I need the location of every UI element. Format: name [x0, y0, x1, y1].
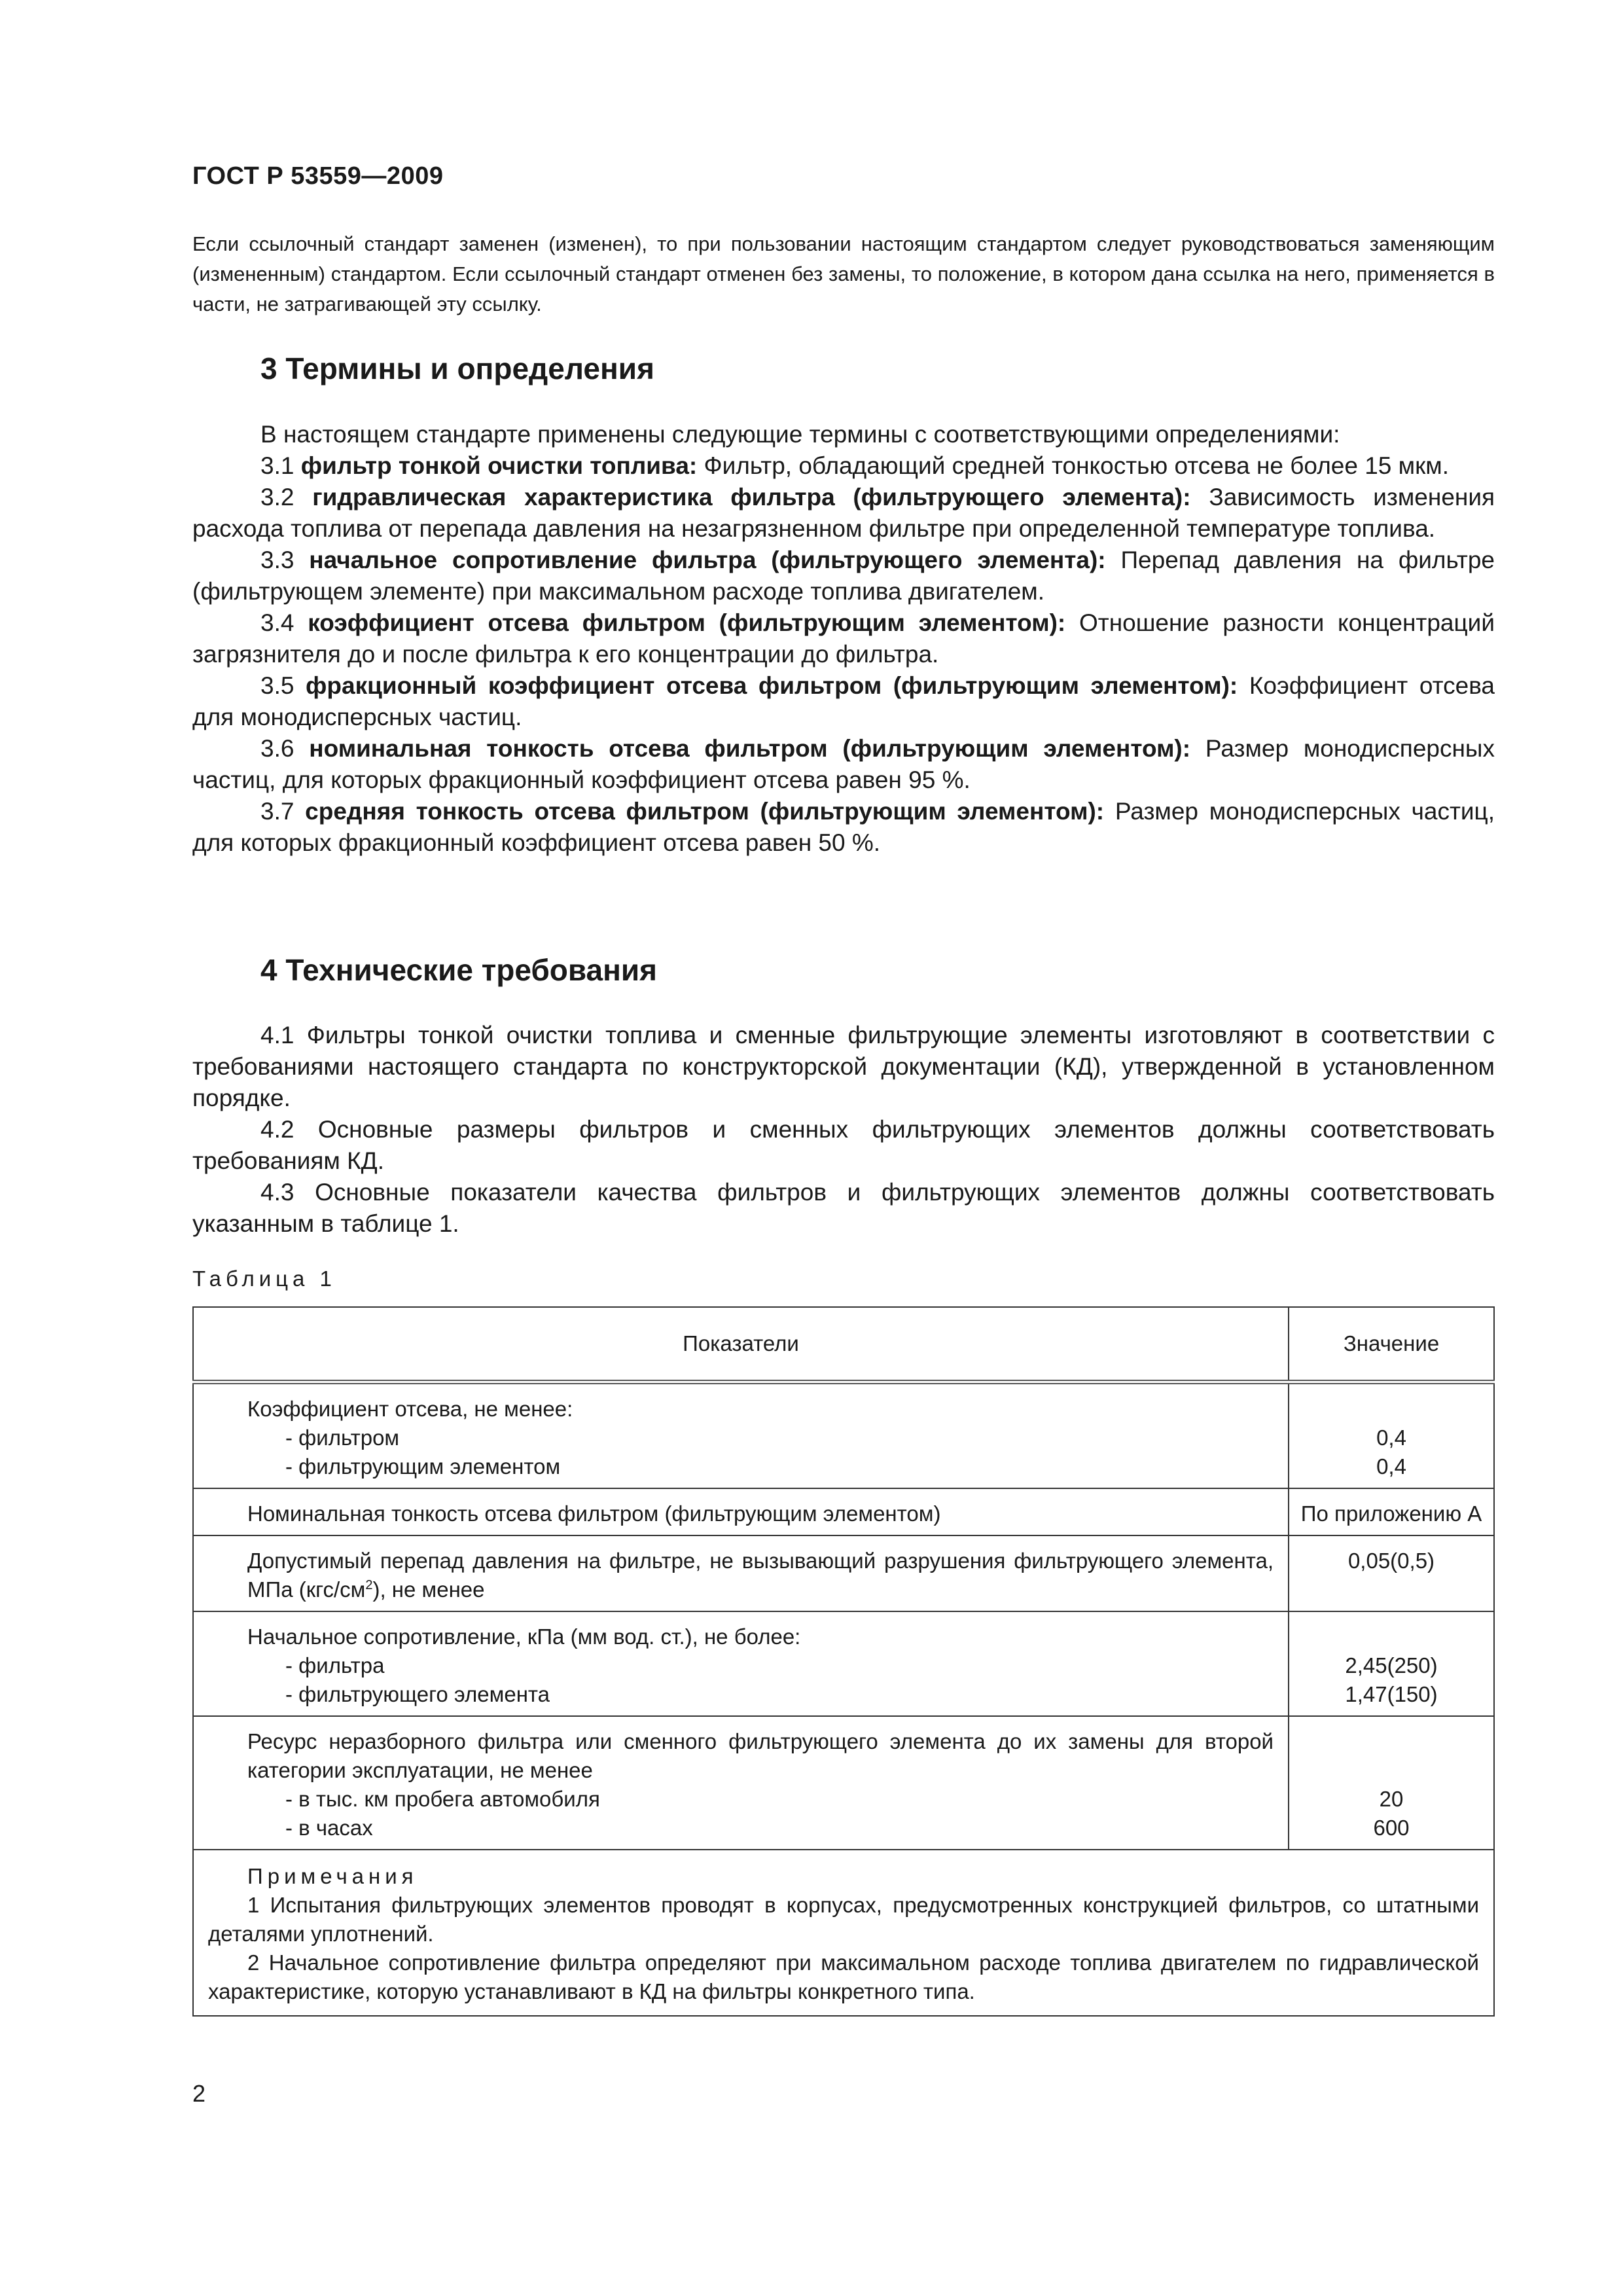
- row-5-value: 20 600: [1289, 1716, 1494, 1850]
- row-2-indicator: Номинальная тонкость отсева фильтром (фильтрующим элементом): [193, 1488, 1289, 1535]
- term-3-3: 3.3 начальное сопротивление фильтра (фильтрующего элемента): Перепад давления на фильтре (фильтрующем элементе) при максимальном расходе топлива двигателем.: [192, 547, 1495, 605]
- header-indicator: Показатели: [193, 1307, 1289, 1382]
- intro-paragraph: Если ссылочный стандарт заменен (изменен), то при пользовании настоящим стандартом следует руководствоваться заменяющим (измененным) стандартом. Если ссылочный стандарт отменен без замены, то положение, в котором дана ссылка на него, применяется в части, не затрагивающей эту ссылку.: [192, 232, 1495, 315]
- row-4-value: 2,45(250) 1,47(150): [1289, 1611, 1494, 1716]
- notes-title: Примечания: [247, 1864, 418, 1888]
- table-row: [193, 1535, 1494, 1611]
- row-2-value: По приложению А: [1289, 1488, 1494, 1535]
- row-5-indicator: Ресурс неразборного фильтра или сменного фильтрующего элемента до их замены для второй категории эксплуатации, не менее - в тыс. км пробега автомобиля - в часах: [193, 1716, 1289, 1850]
- requirements-table: [192, 1306, 1495, 2017]
- section-4-heading: 4 Технические требования: [260, 953, 657, 987]
- table-notes-row: [193, 1850, 1494, 2016]
- row-1-value: 0,4 0,4: [1289, 1382, 1494, 1489]
- table-row: [193, 1488, 1494, 1535]
- row-3-indicator: Допустимый перепад давления на фильтре, не вызывающий разрушения фильтрующего элемента, МПа $(кгс/см^2)$, не менее: [193, 1535, 1289, 1611]
- clause-4-2: 4.2 Основные размеры фильтров и сменных фильтрующих элементов должны соответствовать требованиям КД.: [192, 1116, 1495, 1174]
- document-code: ГОСТ Р 53559—2009: [192, 162, 444, 190]
- table-row: [193, 1611, 1494, 1716]
- table-header-row: [193, 1307, 1494, 1382]
- row-1-indicator: Коэффициент отсева, не менее: - фильтром - фильтрующим элементом: [193, 1382, 1289, 1489]
- term-3-4: 3.4 коэффициент отсева фильтром (фильтрующим элементом): Отношение разности концентраций загрязнителя до и после фильтра к его концентрации до фильтра.: [192, 609, 1495, 668]
- section-3-lead: В настоящем стандарте применены следующие термины с соответствующими определениями:: [260, 421, 1340, 448]
- section-4-body: [192, 1020, 1495, 1240]
- row-3-value: 0,05(0,5): [1289, 1535, 1494, 1611]
- note-2: 2 Начальное сопротивление фильтра определяют при максимальном расходе топлива двигателем по гидравлической характеристике, которую устанавливают в КД на фильтры конкретного типа.: [208, 1950, 1479, 2003]
- term-3-1: 3.1 фильтр тонкой очистки топлива: Фильтр, обладающий средней тонкостью отсева не более 15 мкм.: [260, 452, 1449, 479]
- term-3-7: 3.7 средняя тонкость отсева фильтром (фильтрующим элементом): Размер монодисперсных частиц, для которых фракционный коэффициент отсева равен 50 %.: [192, 798, 1495, 856]
- table-row: [193, 1716, 1494, 1850]
- section-3-body: [192, 419, 1495, 859]
- clause-4-1: 4.1 Фильтры тонкой очистки топлива и сменные фильтрующие элементы изготовляют в соответствии с требованиями настоящего стандарта по конструкторской документации (КД), утвержденной в установленном порядке.: [192, 1022, 1495, 1111]
- table-notes: [193, 1850, 1494, 2016]
- term-3-5: 3.5 фракционный коэффициент отсева фильтром (фильтрующим элементом): Коэффициент отсева для монодисперсных частиц.: [192, 672, 1495, 730]
- page-number: 2: [192, 2080, 206, 2107]
- header-value: Значение: [1289, 1307, 1494, 1382]
- term-3-2: 3.2 гидравлическая характеристика фильтра (фильтрующего элемента): Зависимость изменения расхода топлива от перепада давления на незагрязненном фильтре при определенной температуре топлива.: [192, 484, 1495, 542]
- note-1: 1 Испытания фильтрующих элементов проводят в корпусах, предусмотренных конструкцией фильтров, со штатными деталями уплотнений.: [208, 1893, 1479, 1946]
- table-caption: Таблица 1: [192, 1266, 336, 1291]
- section-3-heading: 3 Термины и определения: [260, 351, 654, 386]
- term-3-6: 3.6 номинальная тонкость отсева фильтром (фильтрующим элементом): Размер монодисперсных частиц, для которых фракционный коэффициент отсева равен 95 %.: [192, 735, 1495, 793]
- row-4-indicator: Начальное сопротивление, кПа (мм вод. ст.), не более: - фильтра - фильтрующего элемента: [193, 1611, 1289, 1716]
- clause-4-3: 4.3 Основные показатели качества фильтров и фильтрующих элементов должны соответствовать указанным в таблице 1.: [192, 1179, 1495, 1237]
- table-row: [193, 1382, 1494, 1489]
